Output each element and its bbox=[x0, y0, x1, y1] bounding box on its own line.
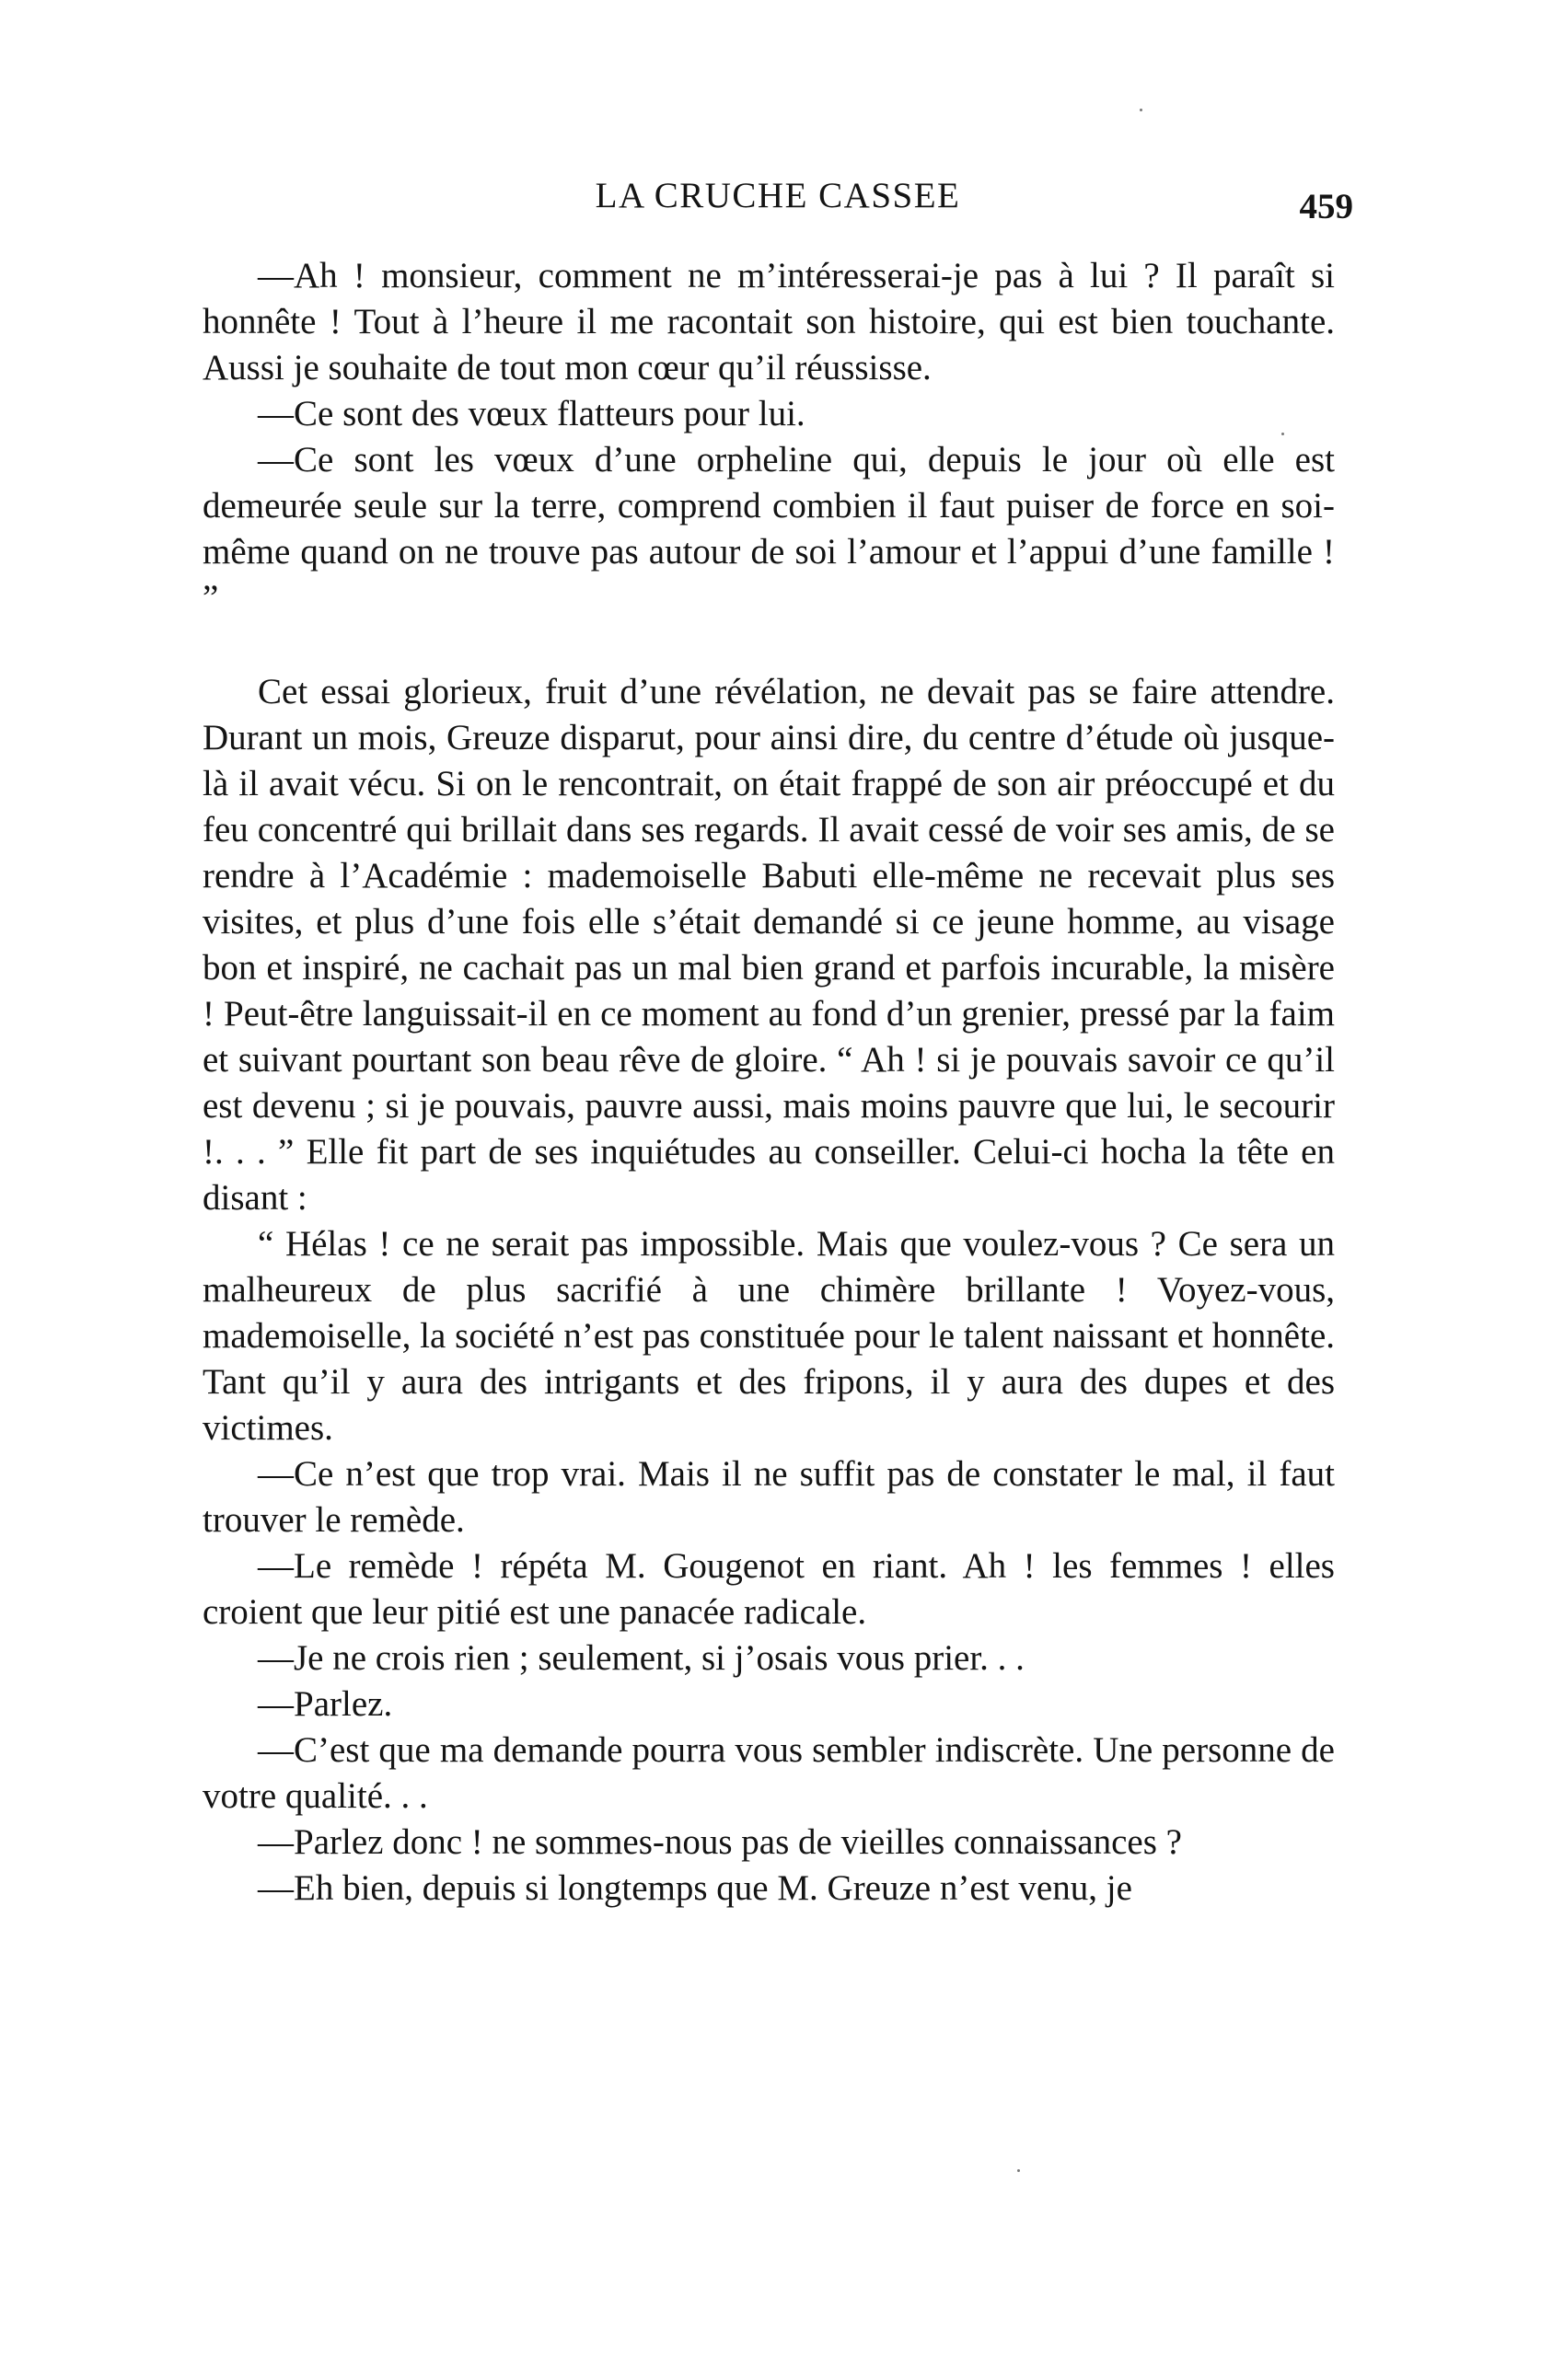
section-break bbox=[203, 621, 1335, 669]
paragraph: —Le remède ! répéta M. Gougenot en riant. Ah ! les femmes ! elles croient que leur pitié est une panacée radicale. bbox=[203, 1546, 1335, 1632]
paragraph: —Je ne crois rien ; seulement, si j’osais vous prier. . . bbox=[258, 1638, 1025, 1678]
paragraph: “ Hélas ! ce ne serait pas impossible. Mais que voulez-vous ? Ce sera un malheureux de plus sacrifié à une chimère brillante ! Voyez-vous, mademoiselle, la société n’est pas constituée pour le talent naissant et honnête. Tant qu’il y aura des intrigants et des fripons, il y aura des dupes et des victimes. bbox=[203, 1224, 1335, 1448]
paragraph: Cet essai glorieux, fruit d’une révélation, ne devait pas se faire attendre. Durant un mois, Greuze disparut, pour ainsi dire, du centre d’étude où jusque-là il avait vécu. Si on le rencontrait, on était frappé de son air préoccupé et du feu concentré qui brillait dans ses regards. Il avait cessé de voir ses amis, de se rendre à l’Académie : mademoiselle Babuti elle-même ne recevait plus ses visites, et plus d’une fois elle s’était demandé si ce jeune homme, au visage bon et inspiré, ne cachait pas un mal bien grand et parfois incurable, la misère ! Peut-être languissait-il en ce moment au fond d’un grenier, pressé par la faim et suivant pourtant son beau rêve de gloire. “ Ah ! si je pouvais savoir ce qu’il est devenu ; si je pouvais, pauvre aussi, mais moins pauvre que lui, le secourir !. . . ” Elle fit part de ses inquiétudes au conseiller. Celui-ci hocha la tête en disant : bbox=[203, 672, 1335, 1218]
paragraph: —Ce n’est que trop vrai. Mais il ne suffit pas de constater le mal, il faut trouver le remède. bbox=[203, 1454, 1335, 1540]
page-header bbox=[203, 175, 1353, 230]
paper-speck bbox=[1017, 2169, 1020, 2172]
paragraph: —Ah ! monsieur, comment ne m’intéresserai-je pas à lui ? Il paraît si honnête ! Tout à l’heure il me racontait son histoire, qui est bien touchante. Aussi je souhaite de tout mon cœur qu’il réussisse. bbox=[203, 256, 1335, 387]
body-text bbox=[203, 253, 1335, 1912]
running-title: LA CRUCHE CASSEE bbox=[595, 176, 961, 215]
paper-speck bbox=[1140, 109, 1142, 111]
paragraph: —Parlez. bbox=[258, 1684, 393, 1724]
paragraph: —Ce sont des vœux flatteurs pour lui. bbox=[258, 394, 805, 433]
paragraph: —Parlez donc ! ne sommes-nous pas de vieilles connaissances ? bbox=[258, 1822, 1182, 1862]
paragraph: —Ce sont les vœux d’une orpheline qui, depuis le jour où elle est demeurée seule sur la terre, comprend combien il faut puiser de force en soi-même quand on ne trouve pas autour de soi l’amour et l’appui d’une famille ! ” bbox=[203, 440, 1335, 618]
page-number: 459 bbox=[1299, 187, 1353, 226]
paragraph: —Eh bien, depuis si longtemps que M. Greuze n’est venu, je bbox=[258, 1868, 1132, 1908]
paragraph: —C’est que ma demande pourra vous sembler indiscrète. Une personne de votre qualité. . . bbox=[203, 1730, 1335, 1816]
paper-speck bbox=[1281, 433, 1284, 435]
